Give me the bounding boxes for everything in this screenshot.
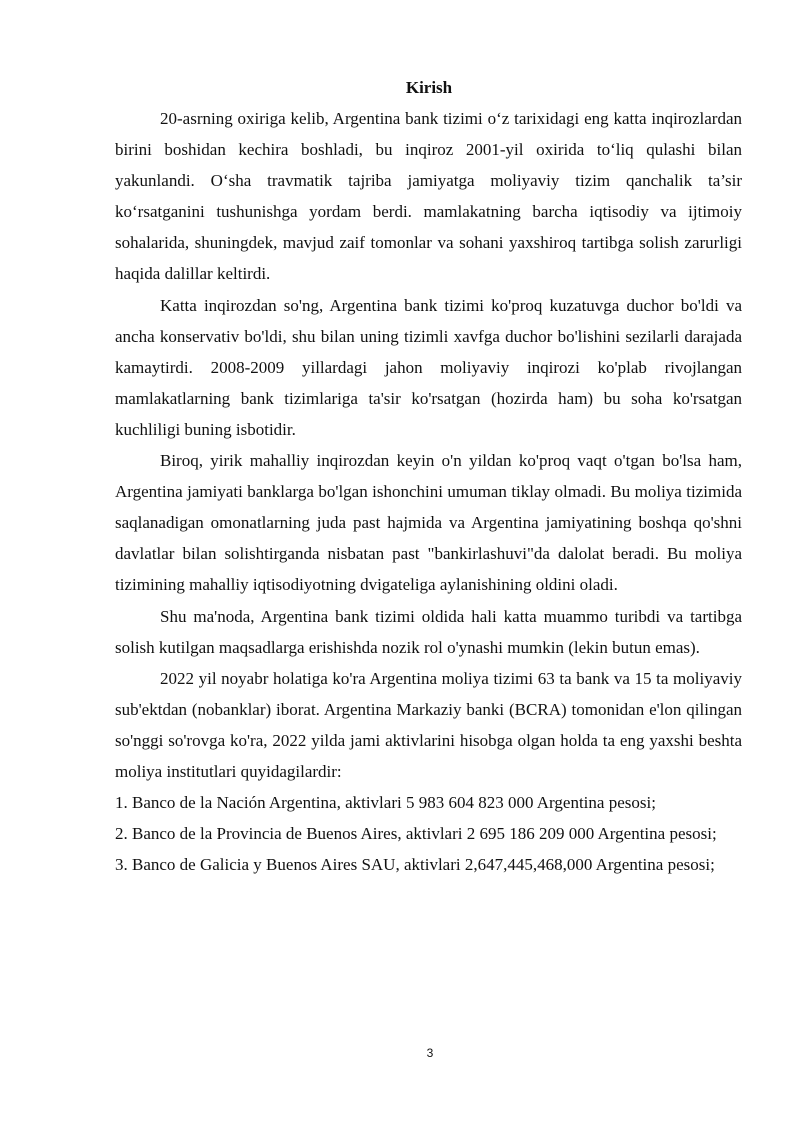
paragraph: Katta inqirozdan so'ng, Argentina bank tizimi ko'proq kuzatuvga duchor bo'ldi va ancha konservativ bo'ldi, shu bilan uning tizimli xavfga duchor bo'lishini sezilarli darajada kamaytirdi. 2008-2009 yillardagi jahon moliyaviy inqirozi ko'plab rivojlangan mamlakatlarning bank tizimlariga ta'sir ko'rsatgan (hozirda ham) bu soha ko'rsatgan kuchliligi buning isbotidir. (115, 295, 742, 439)
list-item: 3. Banco de Galicia y Buenos Aires SAU, aktivlari 2,647,445,468,000 Argentina pesosi; (115, 855, 715, 875)
page-number: 3 (426, 1046, 434, 1060)
list-item: 2. Banco de la Provincia de Buenos Aires, aktivlari 2 695 186 209 000 Argentina pesosi; (115, 824, 717, 844)
paragraph: 20-asrning oxiriga kelib, Argentina bank tizimi o‘z tarixidagi eng katta inqirozlardan birini boshidan kechira boshladi, bu inqiroz 2001-yil oxirida to‘liq qulashi bilan yakunlandi. O‘sha travmatik tajriba jamiyatga moliyaviy tizim qanchalik ta’sir ko‘rsatganini tushunishga yordam berdi. mamlakatning barcha iqtisodiy va ijtimoiy sohalarida, shuningdek, mavjud zaif tomonlar va sohani yaxshiroq tartibga solish zarurligi haqida dalillar keltirdi. (115, 109, 742, 284)
document-body (115, 103, 742, 880)
paragraph: Shu ma'noda, Argentina bank tizimi oldida hali katta muammo turibdi va tartibga solish kutilgan maqsadlarga erishishda nozik rol o'ynashi mumkin (lekin butun emas). (115, 606, 742, 657)
paragraph: Biroq, yirik mahalliy inqirozdan keyin o'n yildan ko'proq vaqt o'tgan bo'lsa ham, Argentina jamiyati banklarga bo'lgan ishonchini umuman tiklay olmadi. Bu moliya tizimida saqlanadigan omonatlarning juda past hajmida va Argentina jamiyatining boshqa qo'shni davlatlar bilan solishtirganda nisbatan past "bankirlashuvi"da dalolat beradi. Bu moliya tizimining mahalliy iqtisodiyotning dvigateliga aylanishining oldini oladi. (115, 451, 742, 595)
list-item: 1. Banco de la Nación Argentina, aktivlari 5 983 604 823 000 Argentina pesosi; (115, 793, 656, 813)
paragraph: 2022 yil noyabr holatiga ko'ra Argentina moliya tizimi 63 ta bank va 15 ta moliyaviy sub'ektdan (nobanklar) iborat. Argentina Markaziy banki (BCRA) tomonidan e'lon qilingan so'nggi so'rovga ko'ra, 2022 yilda jami aktivlarini hisobga olgan holda ta eng yaxshi beshta moliya institutlari quyidagilardir: (115, 668, 742, 781)
page-title: Kirish (405, 78, 453, 97)
